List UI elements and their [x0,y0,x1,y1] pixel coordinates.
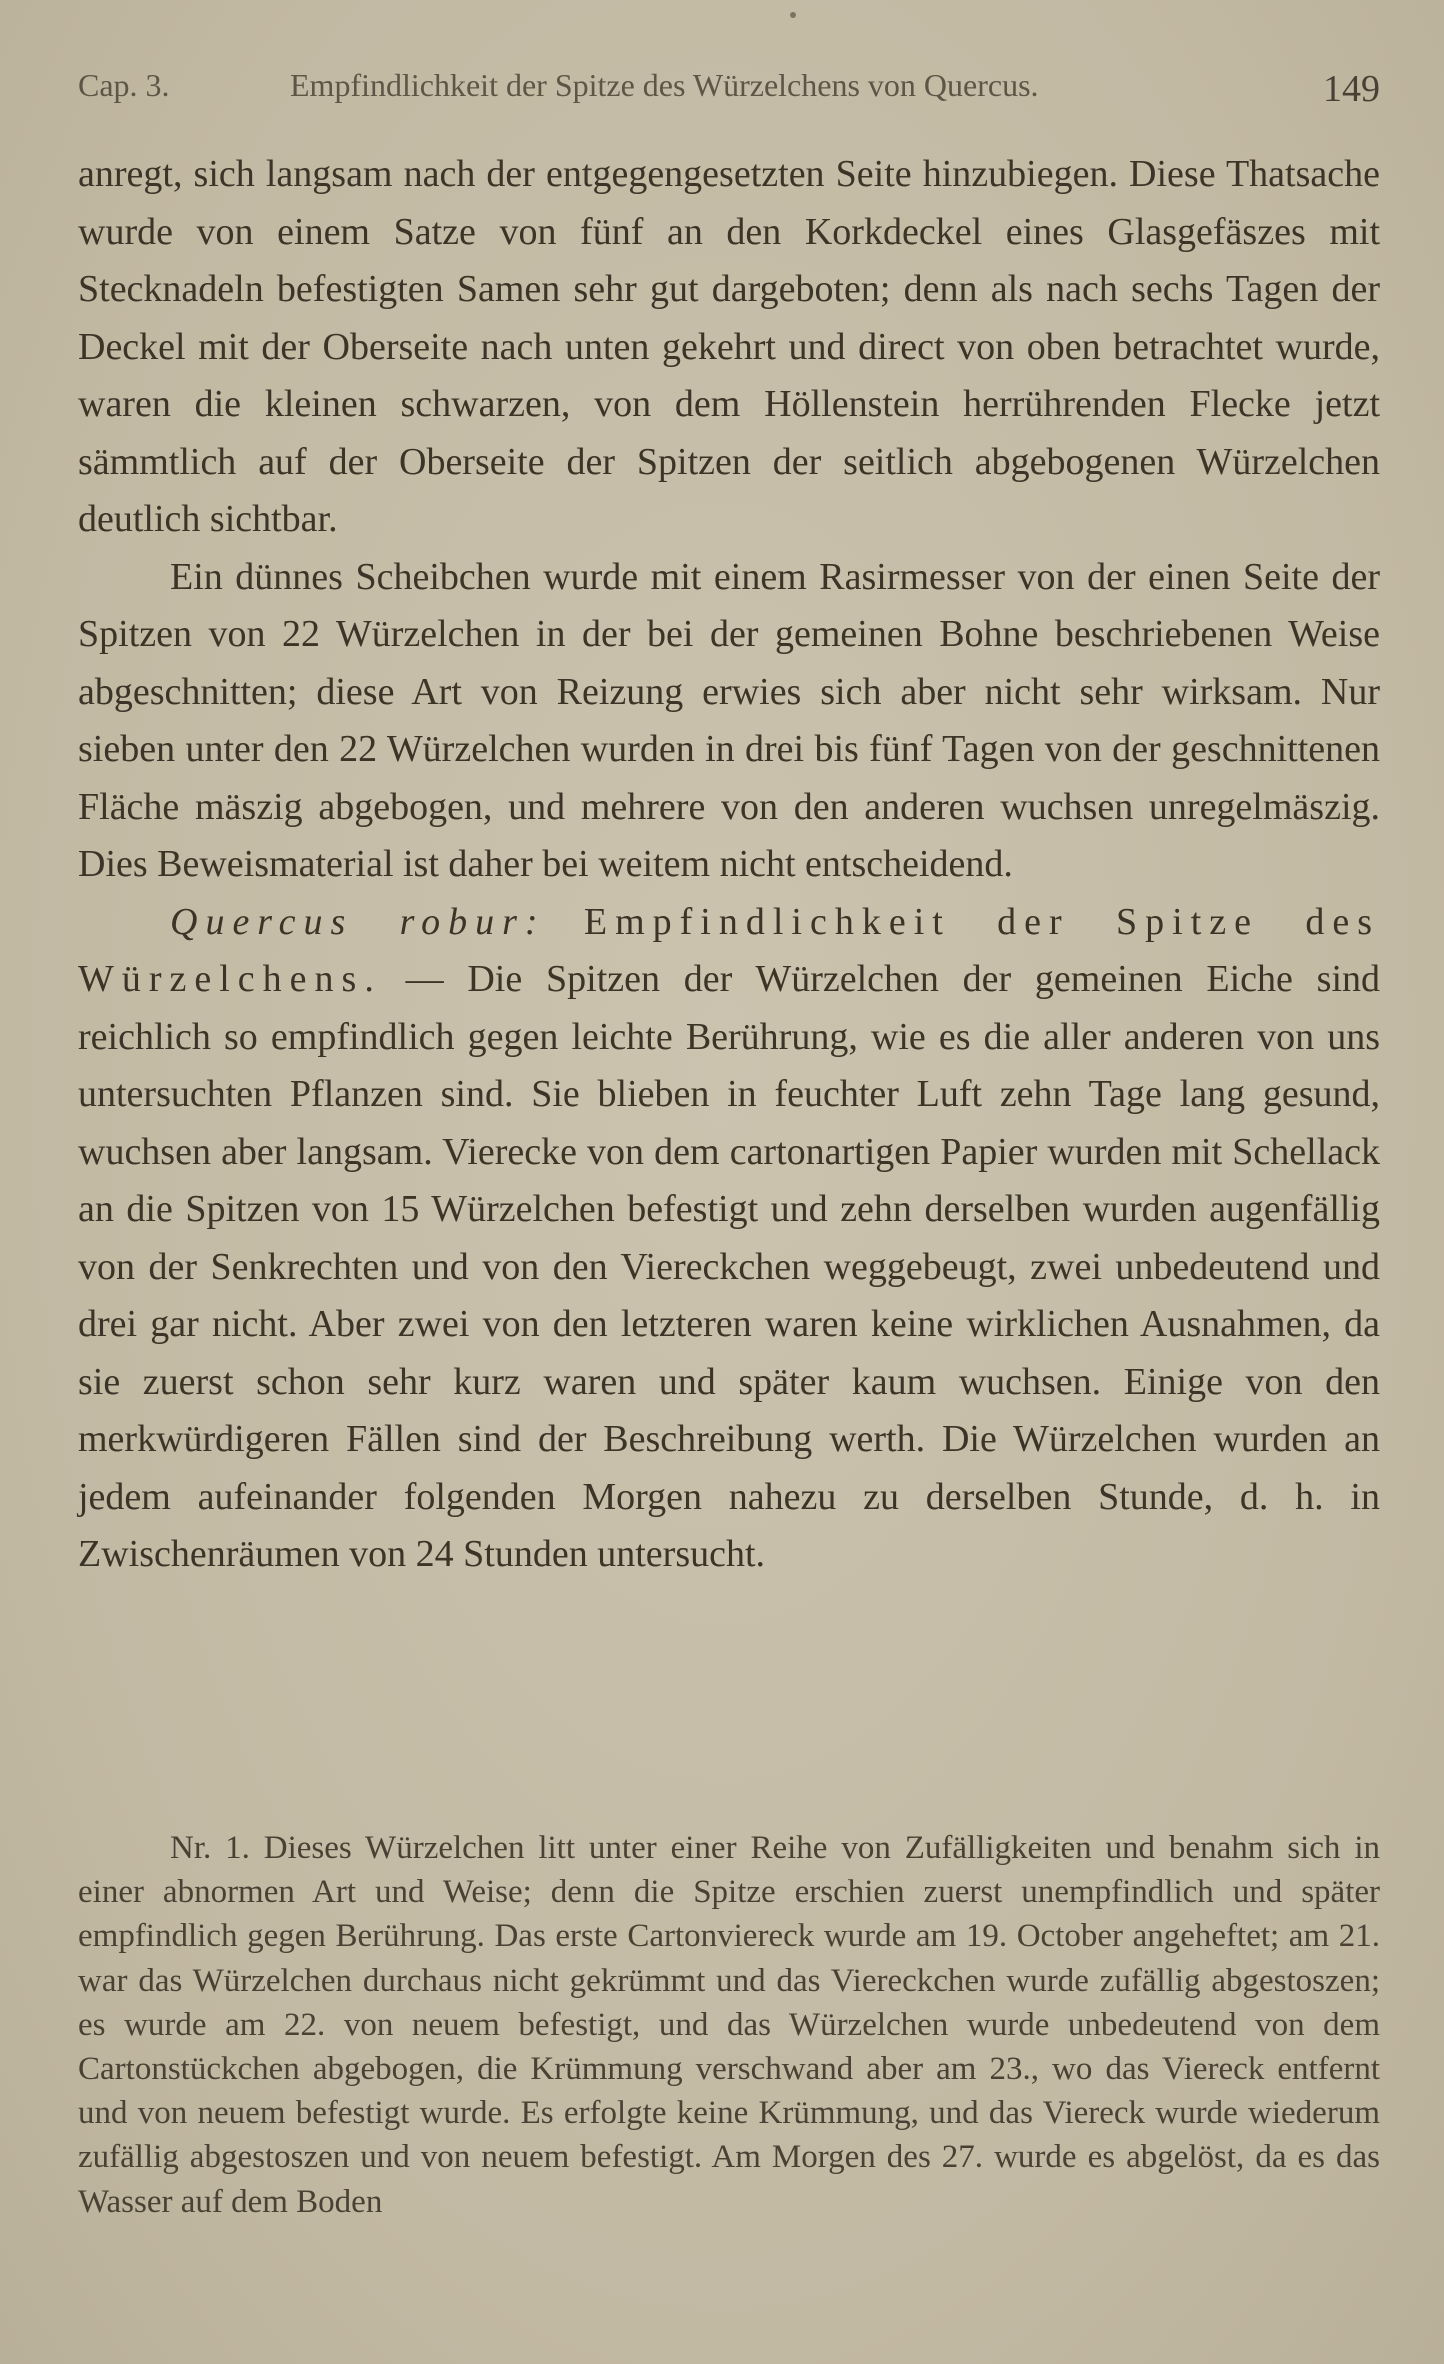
page-number: 149 [1323,68,1380,110]
species-name: Quercus robur: [170,900,546,943]
paragraph-3-text: — Die Spitzen der Würzelchen der gemeinen Eiche sind reichlich so empfindlich gegen leichte Berührung, wie es die aller anderen von uns untersuchten Pflanzen sind. Sie blieben in feuchter Luft zehn Tage lang gesund, wuchsen aber langsam. Vierecke von dem cartonartigen Papier wurden mit Schellack an die Spitzen von 15 Würzelchen befestigt und zehn derselben wurden augenfällig von der Senkrechten und von den Viereckchen weggebeugt, zwei unbedeutend und drei gar nicht. Aber zwei von den letzteren waren keine wirklichen Ausnahmen, da sie zuerst schon sehr kurz waren und später kaum wuchsen. Einige von den merkwürdigeren Fällen sind der Beschreibung werth. Die Würzelchen wurden an jedem aufeinander folgenden Morgen nahezu zu derselben Stunde, d. h. in Zwischenräumen von 24 Stunden untersucht. [78,958,1380,1575]
section-lead: Empfindlichkeit der Spitze des Würzelchens. [78,900,1380,1000]
observation-note [78,1826,1380,2224]
paragraph-3 [78,894,1380,1584]
running-header [78,62,1380,108]
paragraph-2: Ein dünnes Scheibchen wurde mit einem Rasirmesser von der einen Seite der Spitzen von 22 Würzelchen in der bei der gemeinen Bohne beschriebenen Weise abgeschnitten; diese Art von Reizung erwies sich aber nicht sehr wirksam. Nur sieben unter den 22 Würzelchen wurden in drei bis fünf Tagen von der geschnittenen Fläche mäszig abgebogen, und mehrere von den anderen wuchsen unregelmäszig. Dies Beweismaterial ist daher bei weitem nicht entscheidend. [78,555,1380,885]
chapter-label: Cap. 3. [78,67,170,103]
running-title: Empfindlichkeit der Spitze des Würzelchens von Quercus. [290,67,1039,103]
paragraph-1: anregt, sich langsam nach der entgegengesetzten Seite hinzubiegen. Diese Thatsache wurde von einem Satze von fünf an den Korkdeckel eines Glasgefäszes mit Stecknadeln befestigten Samen sehr gut dargeboten; denn als nach sechs Tagen der Deckel mit der Oberseite nach unten gekehrt und direct von oben betrachtet wurde, waren die kleinen schwarzen, von dem Höllenstein herrührenden Flecke jetzt sämmtlich auf der Oberseite der Spitzen der seitlich abgebogenen Würzelchen deutlich sichtbar. [78,153,1380,540]
main-text [78,146,1380,1584]
print-speck [790,12,796,18]
note-text: Nr. 1. Dieses Würzelchen litt unter einer Reihe von Zufälligkeiten und benahm sich in einer abnormen Art und Weise; denn die Spitze erschien zuerst unempfindlich und später empfindlich gegen Berührung. Das erste Cartonviereck wurde am 19. October angeheftet; am 21. war das Würzelchen durchaus nicht gekrümmt und das Viereckchen wurde zufällig abgestoszen; es wurde am 22. von neuem befestigt, und das Würzelchen wurde unbedeutend von dem Cartonstückchen abgebogen, die Krümmung verschwand aber am 23., wo das Viereck entfernt und von neuem befestigt wurde. Es erfolgte keine Krümmung, und das Viereck wurde wiederum zufällig abgestoszen und von neuem befestigt. Am Morgen des 27. wurde es abgelöst, da es das Wasser auf dem Boden [78,1830,1380,2220]
